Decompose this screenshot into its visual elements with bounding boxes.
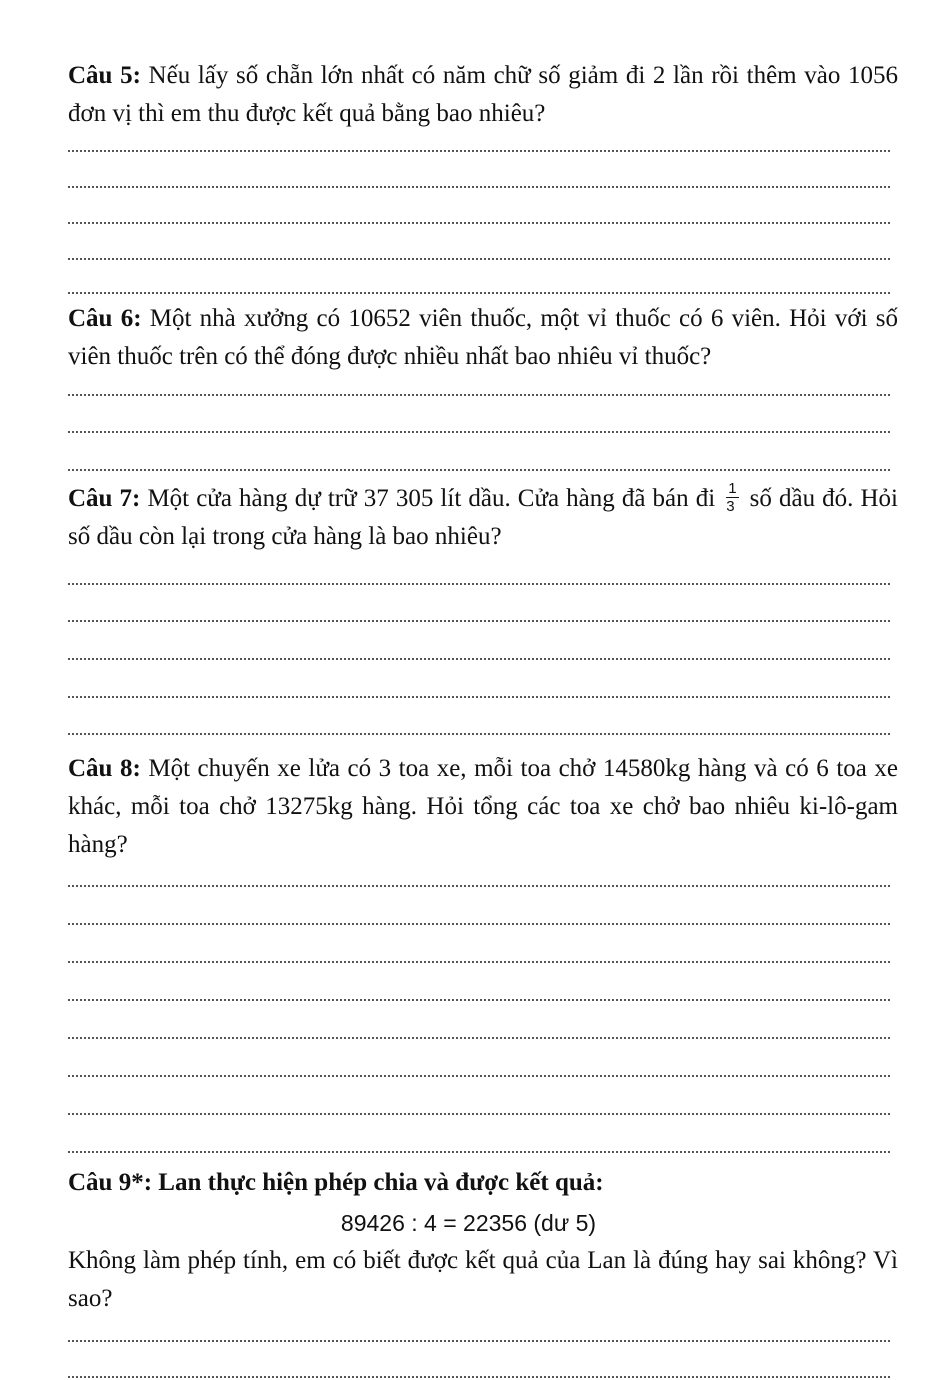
question-7-text-after: số dầu đó. Hỏi số dầu còn lại trong cửa hàng là bao nhiêu? xyxy=(68,485,899,550)
answer-line xyxy=(68,961,890,963)
question-8-text: Một chuyến xe lửa có 3 toa xe, mỗi toa chở 14580kg hàng và có 6 toa xe khác, mỗi toa chở 13275kg hàng. Hỏi tổng các toa xe chở bao nhiêu ki-lô-gam hàng? xyxy=(68,755,898,858)
question-9-title: Lan thực hiện phép chia và được kết quả: xyxy=(152,1169,604,1196)
answer-line xyxy=(68,394,890,396)
answer-line xyxy=(68,999,890,1001)
answer-line xyxy=(68,658,890,660)
answer-line xyxy=(68,620,890,622)
answer-line xyxy=(68,885,890,887)
question-9 xyxy=(68,1164,898,1202)
answer-line xyxy=(68,923,890,925)
answer-line xyxy=(68,1151,890,1153)
question-9-label: Câu 9*: xyxy=(68,1169,153,1196)
question-6 xyxy=(68,300,898,376)
question-5 xyxy=(68,57,898,133)
answer-line xyxy=(68,733,890,735)
fraction-denominator: 3 xyxy=(726,497,735,515)
answer-line xyxy=(68,431,890,433)
question-5-label: Câu 5: xyxy=(68,62,141,89)
answer-line xyxy=(68,150,890,152)
answer-line xyxy=(68,258,890,260)
fraction-numerator: 1 xyxy=(728,479,737,497)
question-5-text: Nếu lấy số chẵn lớn nhất có năm chữ số giảm đi 2 lần rồi thêm vào 1056 đơn vị thì em thu được kết quả bằng bao nhiêu? xyxy=(68,62,898,127)
answer-line xyxy=(68,696,890,698)
question-6-label: Câu 6: xyxy=(68,305,142,332)
answer-line xyxy=(68,1113,890,1115)
answer-line xyxy=(68,1340,890,1342)
question-8 xyxy=(68,750,898,864)
question-8-label: Câu 8: xyxy=(68,755,141,782)
answer-line xyxy=(68,222,890,224)
answer-line xyxy=(68,469,890,471)
question-7-label: Câu 7: xyxy=(68,485,141,512)
answer-line xyxy=(68,292,890,294)
question-6-text: Một nhà xưởng có 10652 viên thuốc, một vỉ thuốc có 6 viên. Hỏi với số viên thuốc trên có thể đóng được nhiều nhất bao nhiêu vỉ thuốc? xyxy=(68,305,898,370)
answer-line xyxy=(68,583,890,585)
division-equation: 89426 : 4 = 22356 (dư 5) xyxy=(340,1210,597,1236)
question-9-text: Không làm phép tính, em có biết được kết quả của Lan là đúng hay sai không? Vì sao? xyxy=(68,1247,898,1312)
answer-line xyxy=(68,1075,890,1077)
answer-line xyxy=(68,186,890,188)
answer-line xyxy=(68,1376,890,1378)
question-7-text-before: Một cửa hàng dự trữ 37 305 lít dầu. Cửa hàng đã bán đi xyxy=(140,485,723,512)
question-7 xyxy=(68,480,898,556)
fraction xyxy=(726,481,738,514)
answer-line xyxy=(68,1037,890,1039)
